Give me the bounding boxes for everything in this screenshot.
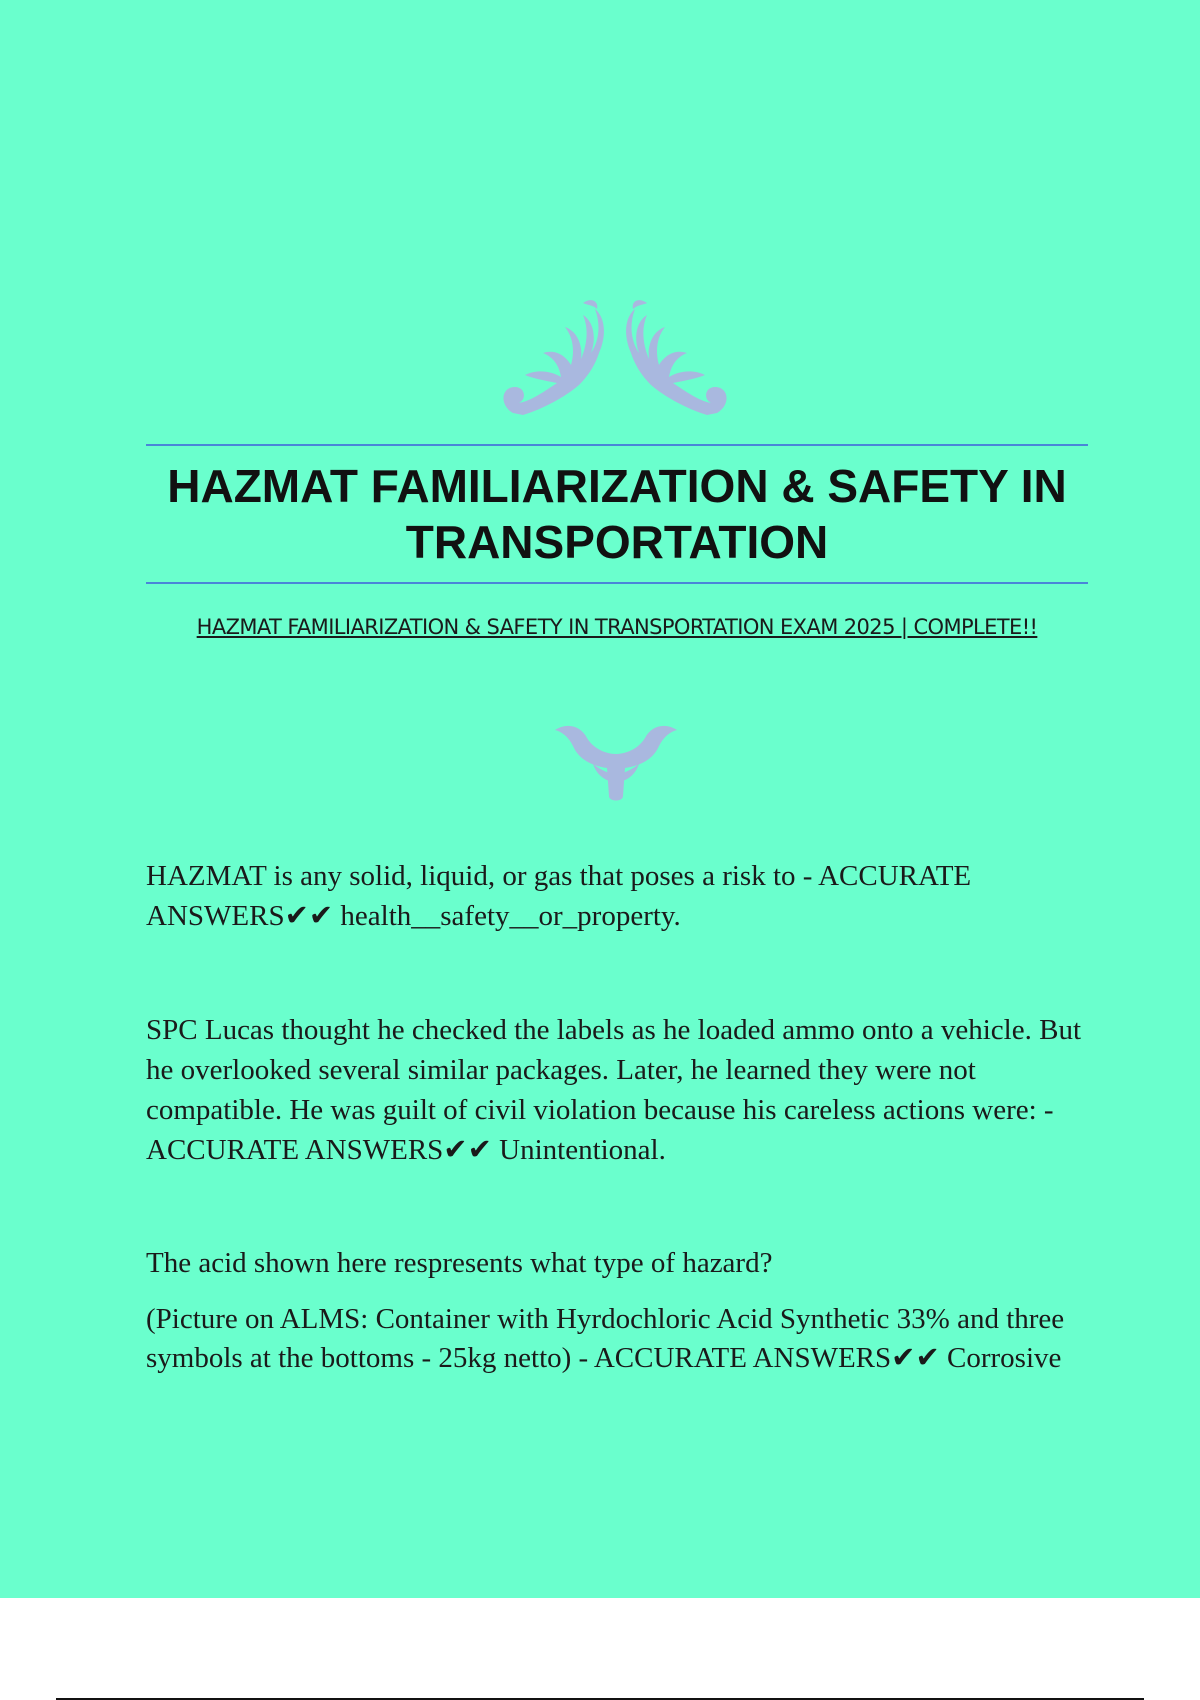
title-top-rule: [146, 444, 1088, 446]
page-title: HAZMAT FAMILIARIZATION & SAFETY IN TRANSPORTATION: [167, 460, 1067, 568]
page-subtitle: HAZMAT FAMILIARIZATION & SAFETY IN TRANSPORTATION EXAM 2025 | COMPLETE!!: [196, 615, 1038, 639]
paragraph-acid-question: The acid shown here respresents what type of hazard?: [146, 1247, 773, 1279]
paragraph-spc-lucas: SPC Lucas thought he checked the labels as he loaded ammo onto a vehicle. But he overlooked several similar packages. Later, he learned they were not compatible. He was guilt of civil violation because his careless actions were: - ACCURATE ANSWERS✔✔ Unintentional.: [146, 1014, 1082, 1166]
paragraph-acid-answer: (Picture on ALMS: Container with Hyrdochloric Acid Synthetic 33% and three symbols at the bottoms - 25kg netto) - ACCURATE ANSWERS✔✔ Corrosive: [146, 1303, 1065, 1374]
paragraph-hazmat-definition: HAZMAT is any solid, liquid, or gas that poses a risk to - ACCURATE ANSWERS✔✔ health__safety__or_property.: [146, 860, 972, 932]
floral-flourish-icon: [495, 295, 735, 425]
fleuron-icon: [553, 720, 679, 804]
title-bottom-rule: [146, 582, 1088, 584]
